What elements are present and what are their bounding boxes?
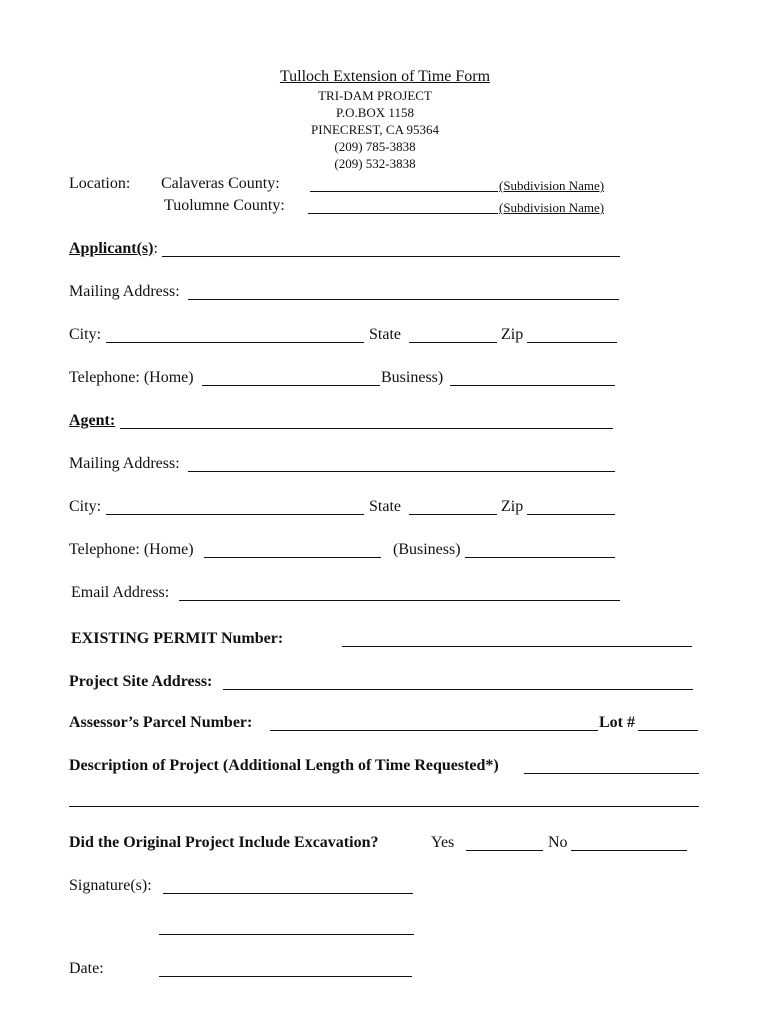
lot-field[interactable] xyxy=(638,716,698,731)
agent-zip-label: Zip xyxy=(501,498,524,515)
applicant-state-field[interactable] xyxy=(409,328,497,343)
applicant-zip-field[interactable] xyxy=(527,328,617,343)
description-field-line-2[interactable] xyxy=(69,792,699,807)
applicant-mailing-label: Mailing Address: xyxy=(69,283,180,300)
phone-2: (209) 532-3838 xyxy=(334,156,416,171)
agent-city-field[interactable] xyxy=(106,500,364,515)
description-field[interactable] xyxy=(524,759,699,774)
excavation-yes-field[interactable] xyxy=(466,836,543,851)
excavation-no-field[interactable] xyxy=(571,836,687,851)
agent-mailing-field[interactable] xyxy=(188,457,615,472)
agent-mailing-label: Mailing Address: xyxy=(69,455,180,472)
agent-state-label: State xyxy=(369,498,401,515)
agent-state-field[interactable] xyxy=(409,500,497,515)
agent-zip-field[interactable] xyxy=(527,500,615,515)
applicant-tel-home-field[interactable] xyxy=(202,371,380,386)
agent-email-field[interactable] xyxy=(179,586,620,601)
form-title: Tulloch Extension of Time Form xyxy=(279,68,491,85)
phone-1: (209) 785-3838 xyxy=(334,139,416,154)
applicant-zip-label: Zip xyxy=(501,326,524,343)
existing-permit-label: EXISTING PERMIT Number: xyxy=(71,630,284,647)
applicant-mailing-field[interactable] xyxy=(188,285,619,300)
agent-tel-home-label: Telephone: (Home) xyxy=(69,541,194,558)
project-site-label: Project Site Address: xyxy=(69,673,213,690)
signature-field-2[interactable] xyxy=(159,920,414,935)
location-label: Location: xyxy=(69,175,131,192)
assessor-parcel-label: Assessor’s Parcel Number: xyxy=(69,714,253,731)
agent-field[interactable] xyxy=(120,414,613,429)
applicant-city-label: City: xyxy=(69,326,102,343)
calaveras-label: Calaveras County: xyxy=(161,175,280,192)
applicant-tel-business-label: Business) xyxy=(381,369,444,386)
tuolumne-field[interactable] xyxy=(308,199,498,214)
po-box: P.O.BOX 1158 xyxy=(336,105,414,120)
signature-field-1[interactable] xyxy=(163,879,413,894)
applicant-state-label: State xyxy=(369,326,401,343)
agent-tel-home-field[interactable] xyxy=(204,543,381,558)
agent-tel-business-label: (Business) xyxy=(393,541,461,558)
tuolumne-label: Tuolumne County: xyxy=(164,197,285,214)
applicant-label: Applicant(s): xyxy=(69,240,158,257)
existing-permit-field[interactable] xyxy=(342,632,692,647)
date-label: Date: xyxy=(69,960,104,977)
date-field[interactable] xyxy=(159,962,412,977)
agent-label: Agent: xyxy=(69,412,116,429)
excavation-yes-label: Yes xyxy=(431,834,455,851)
assessor-parcel-field[interactable] xyxy=(270,716,598,731)
tuolumne-subdivision-hint: (Subdivision Name) xyxy=(499,200,605,215)
lot-label: Lot # xyxy=(599,714,635,731)
applicant-tel-home-label: Telephone: (Home) xyxy=(69,369,194,386)
project-site-field[interactable] xyxy=(223,675,693,690)
applicant-tel-business-field[interactable] xyxy=(450,371,615,386)
org-name: TRI-DAM PROJECT xyxy=(318,88,432,103)
excavation-label: Did the Original Project Include Excavation? xyxy=(69,834,379,851)
agent-email-label: Email Address: xyxy=(71,584,170,601)
calaveras-subdivision-hint: (Subdivision Name) xyxy=(499,178,605,193)
applicant-city-field[interactable] xyxy=(106,328,364,343)
agent-city-label: City: xyxy=(69,498,102,515)
agent-tel-business-field[interactable] xyxy=(465,543,615,558)
city-state: PINECREST, CA 95364 xyxy=(311,122,439,137)
calaveras-field[interactable] xyxy=(310,177,498,192)
description-label: Description of Project (Additional Length of Time Requested*) xyxy=(69,757,499,774)
signature-label: Signature(s): xyxy=(69,877,152,894)
excavation-no-label: No xyxy=(548,834,568,851)
applicant-field[interactable] xyxy=(162,242,620,257)
